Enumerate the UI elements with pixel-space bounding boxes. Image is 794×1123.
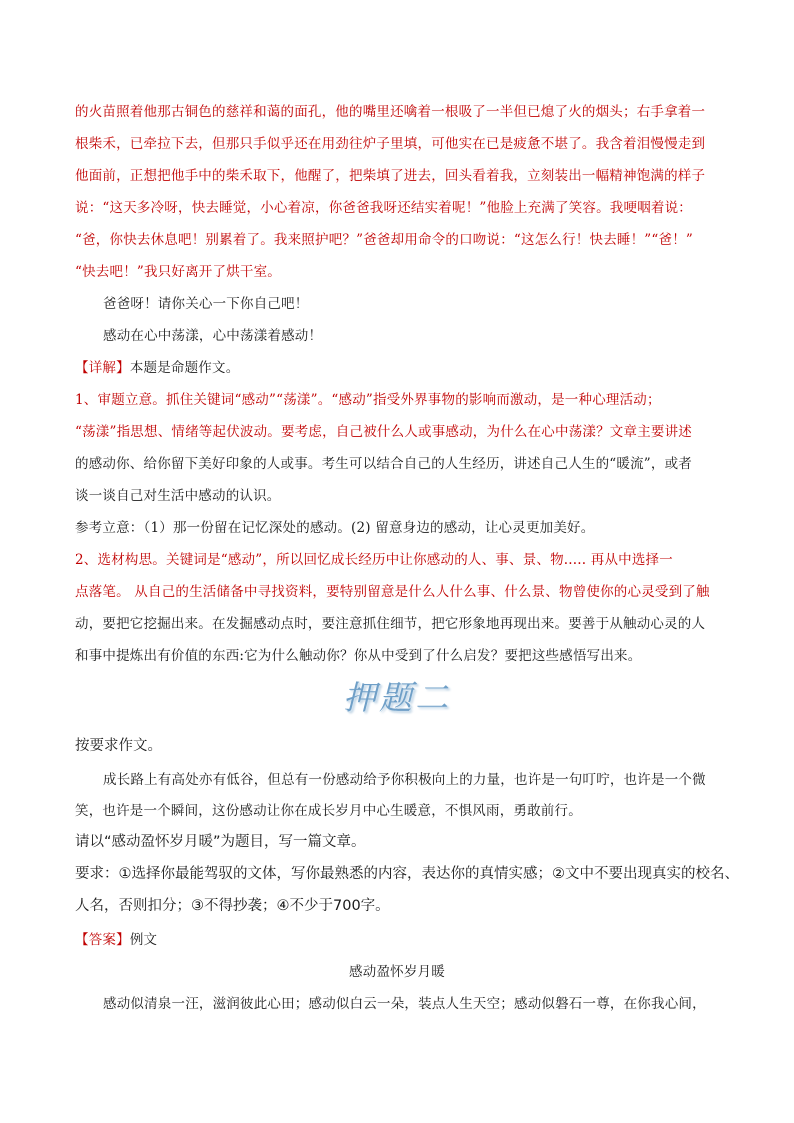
essay-first-line: 感动似清泉一汪，滋润彼此心田；感动似白云一朵，装点人生天空；感动似磐石一尊，在你我心间， (103, 996, 706, 1012)
prompt-task: 请以“感动盈怀岁月暖”为题目，写一篇文章。 (75, 834, 366, 850)
story-line: 他面前，正想把他手中的柴禾取下，他醒了，把柴填了进去，回头看着我，立刻装出一幅精神饱满的样子 (75, 168, 706, 184)
detail-intro: 本题是命题作文。 (129, 360, 240, 376)
detail-line: “荡漾”指思想、情绪等起伏波动。要考虑，自己被什么人或事感动，为什么在心中荡漾？文章主要讲述 (75, 424, 693, 440)
story-line: 的火苗照着他那古铜色的慈祥和蔼的面孔，他的嘴里还噙着一根吸了一半但已熄了火的烟头；右手拿着一 (75, 104, 706, 120)
detail-tag: 【详解】 (75, 360, 130, 376)
story-line: “爸，你快去休息吧！别累着了。我来照护吧？”爸爸却用命令的口吻说：“这怎么行！快去睡！”“爸！” (75, 232, 694, 248)
detail-line: 点落笔。 从自己的生活储备中寻找资料，要特别留意是什么人什么事、什么景、物曾使你的心灵受到了触 (75, 584, 710, 600)
answer-label: 例文 (129, 932, 158, 948)
detail-line: 2、选材构思。关键词是“感动”，所以回忆成长经历中让你感动的人、事、景、物..... 再从中选择一 (75, 552, 673, 568)
detail-line: 参考立意：（1）那一份留在记忆深处的感动。(2) 留意身边的感动，让心灵更加美好。 (75, 520, 595, 536)
essay-title: 感动盈怀岁月暖 (349, 964, 445, 980)
answer-heading (75, 930, 725, 950)
prompt-requirements: 要求：①选择你最能驾驭的文体，写你最熟悉的内容，表达你的真情实感；②文中不要出现真实的校名、 (75, 866, 739, 882)
story-line: “快去吧！”我只好离开了烘干室。 (75, 264, 282, 280)
detail-line: 和事中提炼出有价值的东西:它为什么触动你？你从中受到了什么启发？要把这些感悟写出来。 (75, 648, 642, 664)
prompt-passage: 成长路上有高处亦有低谷，但总有一份感动给予你积极向上的力量，也许是一句叮咛，也许是一个微 (103, 772, 706, 788)
prompt-passage: 笑，也许是一个瞬间，这份感动让你在成长岁月中心生暖意，不惧风雨，勇敢前行。 (75, 803, 582, 819)
story-line: 根柴禾，已牵拉下去，但那只手似乎还在用劲往炉子里填，可他实在已是疲惫不堪了。我含着泪慢慢走到 (75, 136, 706, 152)
detail-line: 的感动你、给你留下美好印象的人或事。考生可以结合自己的人生经历，讲述自己人生的“暖流”，或者 (75, 456, 693, 472)
detail-heading (75, 358, 725, 378)
prompt-instruction: 按要求作文。 (75, 738, 162, 754)
prompt-requirements: 人名，否则扣分；③不得抄袭；④不少于700字。 (75, 898, 390, 914)
detail-line: 1、审题立意。抓住关键词“感动”“荡漾”。“感动”指受外界事物的影响而激动，是一种心理活动； (75, 392, 661, 408)
section-title-text: 押题二 (343, 678, 451, 717)
story-paragraph: 感动在心中荡漾，心中荡漾着感动！ (103, 328, 323, 344)
story-line: 说：“这天多冷呀，快去睡觉，小心着凉，你爸爸我呀还结实着呢！”他脸上充满了笑容。我哽咽着说： (75, 200, 693, 216)
section-title (0, 676, 794, 720)
detail-line: 谈一谈自己对生活中感动的认识。 (75, 488, 281, 504)
answer-tag: 【答案】 (75, 932, 130, 948)
story-paragraph: 爸爸呀！请你关心一下你自己吧！ (103, 296, 309, 312)
detail-line: 动，要把它挖掘出来。在发掘感动点时，要注意抓住细节，把它形象地再现出来。要善于从触动心灵的人 (75, 616, 706, 632)
